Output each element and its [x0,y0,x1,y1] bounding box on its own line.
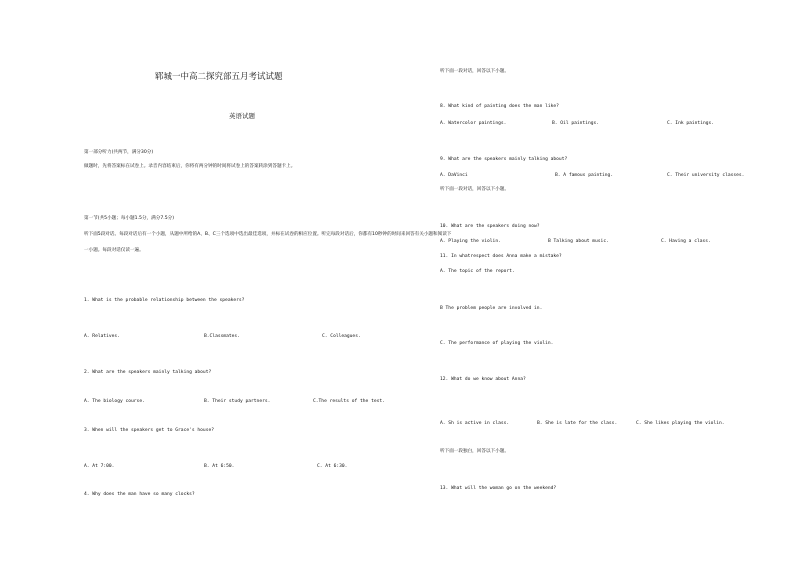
question-1: 1. What is the probable relationship between the speakers? [84,298,245,303]
q3-option-a: A. At 7:00. [84,464,115,469]
listening-instruction-2: 听下面一段对话，回答以下小题。 [440,187,509,192]
q8-option-b: B. Oil paintings. [552,121,600,126]
q8-option-c: C. Ink paintings. [667,121,715,126]
q12-option-b: B. She is late for the class. [537,421,618,426]
q1-option-b: B.Classmates. [204,334,240,339]
question-13: 13. What will the woman go on the weekend? [440,486,557,491]
q1-option-a: A. Relatives. [84,334,120,339]
q8-option-a: A. Watercolor paintings. [440,121,507,126]
exam-subtitle: 英语试题 [229,112,255,120]
q11-option-a: A. The topic of the report. [440,269,515,274]
q10-option-c: C. Having a class. [661,239,711,244]
question-9: 9. What are the speakers mainly talking about? [440,157,568,162]
question-3: 3. When will the speakers get to Grace's house? [84,428,214,433]
part1-note: 做题时，先将答案标在试卷上。录音内容结束后，你将有两分钟的时间将试卷上的答案转涂到答题卡上。 [84,164,296,169]
question-12: 12. What do we know about Anna? [440,377,526,382]
exam-title: 郓城一中高二探究部五月考试试题 [155,72,283,82]
section1-header: 第一节(共5小题；每小题1.5分，满分7.5分) [84,216,175,221]
section1-instructions-line1: 听下面5段对话。每段对话后有一个小题，从题中所给的A、B、C三个选项中选出最佳选项，并标在试卷的相应位置。听完每段对话后，你都有10秒钟的时间来回答有关小题和阅读下 [84,232,452,237]
q9-option-a: A. DaVinci [440,173,468,178]
q2-option-a: A. The biology course. [84,399,145,404]
listening-instruction-3: 听下面一段独白，回答以下小题。 [440,449,509,454]
question-2: 2. What are the speakers mainly talking about? [84,370,212,375]
q3-option-b: B. At 6:50. [204,464,235,469]
q1-option-c: C. Colleagues. [322,334,361,339]
q10-option-b: B Talking about music. [548,239,609,244]
part1-header: 第一部分听力(共两节，满分30分) [84,150,154,155]
section1-instructions-line2: 一小题。每段对话仅读一遍。 [84,248,144,253]
q2-option-b: B. Their study partners. [204,399,271,404]
q12-option-a: A. Sh is active in class. [440,421,510,426]
q9-option-b: B. A famous painting. [555,173,614,178]
question-8: 8. What kind of painting does the man like? [440,104,559,109]
q12-option-c: C. She likes playing the violin. [636,421,725,426]
q10-option-a: A. Playing the violin. [440,239,501,244]
q9-option-c: C. Their university classes. [667,173,745,178]
listening-instruction-1: 听下面一段对话，回答以下小题。 [440,69,509,74]
q11-option-c: C. The performance of playing the violin. [440,341,554,346]
question-10: 10. What are the speakers doing now? [440,224,540,229]
question-11: 11. In whatrespect does Anna make a mistake? [440,254,562,259]
q11-option-b: B The problem people are involved in. [440,306,543,311]
q2-option-c: C.The results of the test. [313,399,385,404]
q3-option-c: C. At 6:30. [317,464,348,469]
question-4: 4. Why does the man have so many clocks? [84,492,195,497]
